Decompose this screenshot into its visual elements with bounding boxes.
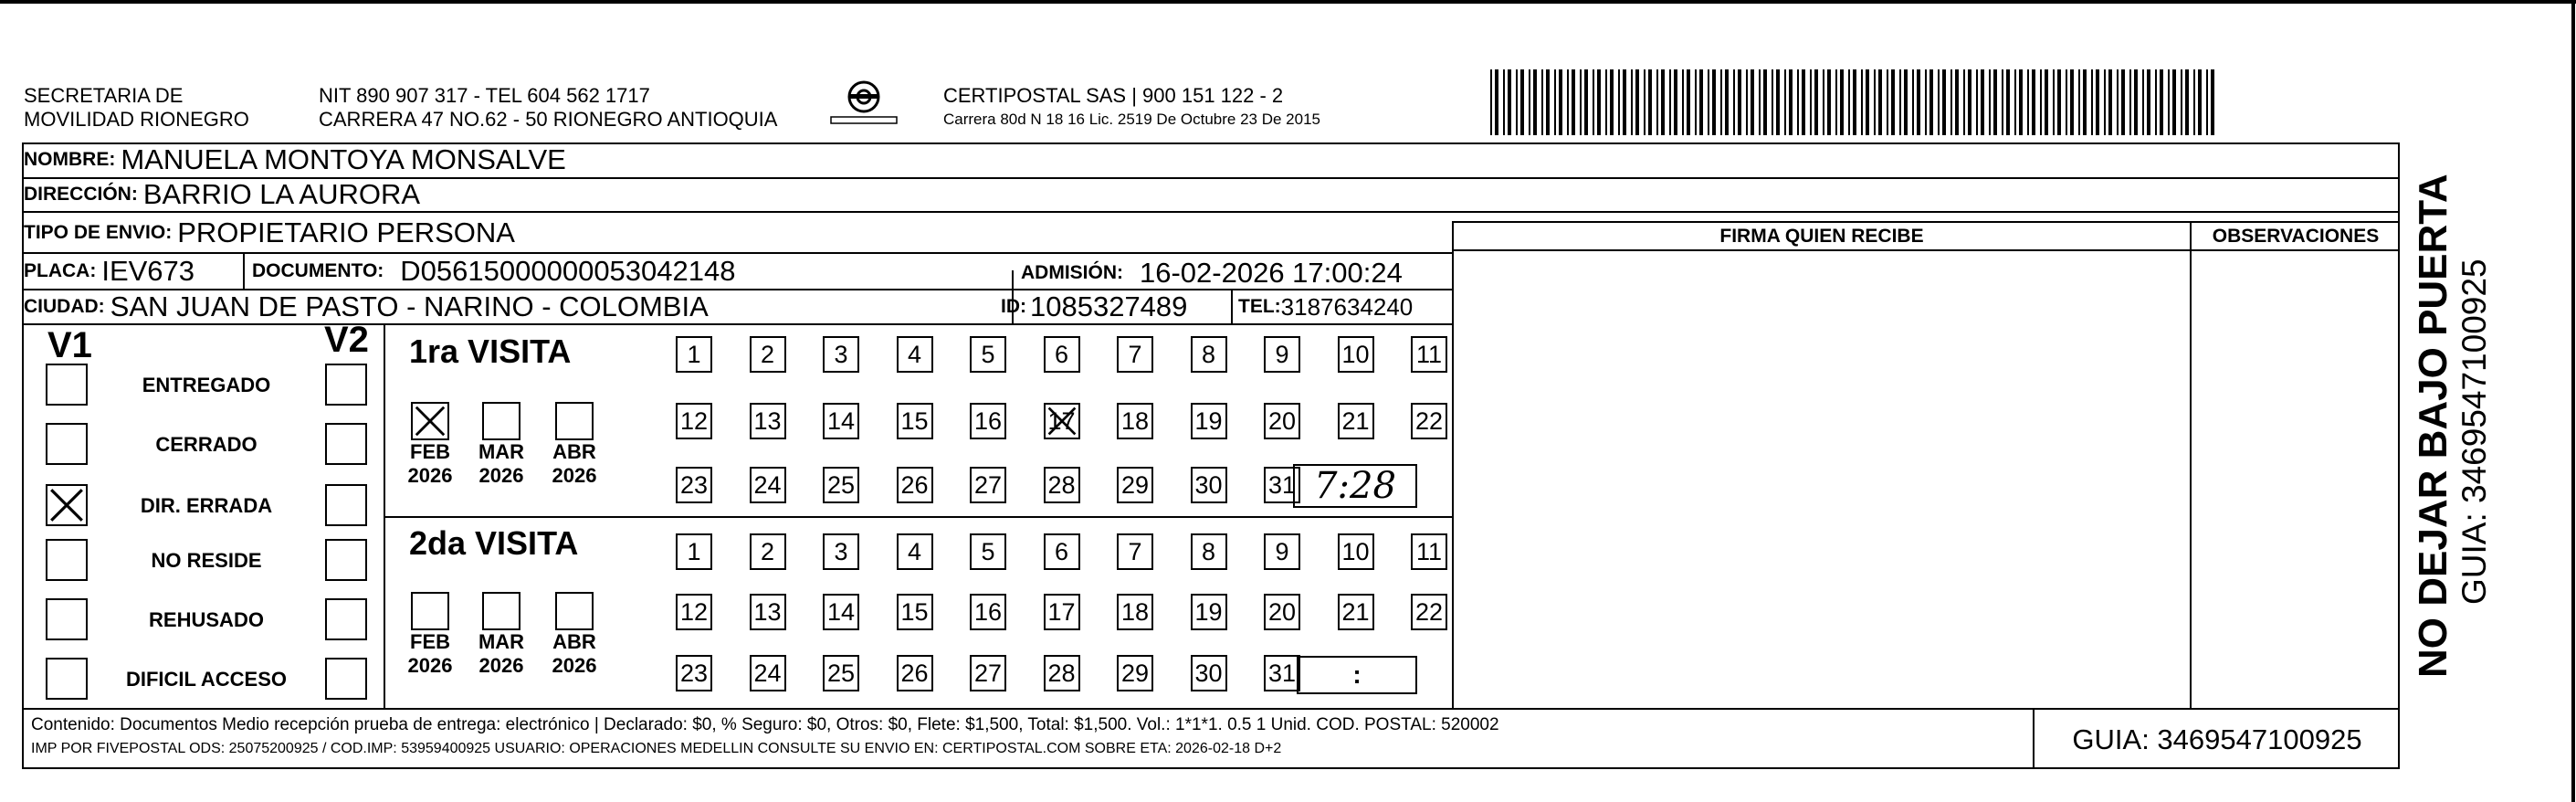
- footer-line1: Contenido: Documentos Medio recepción prueba de entrega: electrónico | Declarado: $0, % Seguro: $0, Otros: $0, Flete: $1,500, Total: $1,500. Vol.: 1*1*1. 0.5 1 Unid. COD. POSTAL: 520002: [31, 715, 1499, 734]
- year-label: 2026: [552, 464, 597, 487]
- day-number: 17: [1047, 597, 1076, 626]
- year-label: 2026: [407, 654, 453, 677]
- day-number: 6: [1054, 537, 1069, 565]
- day-number: 26: [900, 659, 929, 687]
- placa-label: PLACA:: [24, 260, 97, 281]
- admision-label: ADMISIÓN:: [1021, 262, 1123, 283]
- day-number: 10: [1341, 340, 1370, 368]
- first-visit-title: 1ra VISITA: [409, 332, 572, 370]
- nombre-value: MANUELA MONTOYA MONSALVE: [121, 143, 566, 175]
- day-box[interactable]: [1191, 403, 1227, 439]
- year-label: 2026: [478, 654, 524, 677]
- day-box[interactable]: [1264, 533, 1300, 570]
- month-checkbox[interactable]: [411, 592, 449, 630]
- day-number: 22: [1414, 406, 1444, 435]
- month-label: FEB: [410, 440, 450, 463]
- day-box[interactable]: [1338, 336, 1374, 373]
- day-number: 30: [1194, 659, 1223, 687]
- day-box[interactable]: [897, 467, 933, 503]
- day-number: 24: [753, 659, 782, 687]
- day-number: 9: [1275, 537, 1289, 565]
- day-box[interactable]: [750, 594, 786, 630]
- day-number: 13: [753, 406, 782, 435]
- day-number: 15: [900, 597, 929, 626]
- ciudad-label: CIUDAD:: [24, 296, 105, 317]
- day-box[interactable]: [1044, 467, 1080, 503]
- first-visit-time-box[interactable]: [1293, 464, 1417, 508]
- col-rule: [243, 252, 245, 289]
- row-rule: [384, 516, 1452, 518]
- tipo-envio-value: PROPIETARIO PERSONA: [177, 216, 515, 248]
- day-box[interactable]: [823, 336, 859, 373]
- side-guia: GUIA: 3469547100925: [2455, 259, 2493, 605]
- nit-line1: NIT 890 907 317 - TEL 604 562 1717: [319, 84, 650, 107]
- v1-checkbox[interactable]: [46, 598, 88, 640]
- col-rule: [2190, 221, 2192, 708]
- day-number: 19: [1194, 597, 1223, 626]
- day-box[interactable]: [1044, 336, 1080, 373]
- day-box[interactable]: [1191, 467, 1227, 503]
- day-number: 20: [1267, 597, 1297, 626]
- day-box[interactable]: [970, 403, 1006, 439]
- day-box[interactable]: [750, 403, 786, 439]
- month-checkbox[interactable]: [482, 402, 520, 440]
- v2-checkbox[interactable]: [325, 658, 367, 700]
- carrier-line1: CERTIPOSTAL SAS | 900 151 122 - 2: [943, 84, 1284, 107]
- day-box[interactable]: [823, 533, 859, 570]
- v2-checkbox[interactable]: [325, 364, 367, 406]
- direccion-label: DIRECCIÓN:: [24, 184, 138, 205]
- day-box[interactable]: [1264, 655, 1300, 691]
- month-label: ABR: [552, 630, 596, 653]
- month-label: MAR: [478, 630, 525, 653]
- day-box[interactable]: [1044, 594, 1080, 630]
- day-number: 8: [1201, 340, 1216, 368]
- org-header: [24, 84, 249, 132]
- day-box[interactable]: [1264, 403, 1300, 439]
- day-box[interactable]: [676, 336, 712, 373]
- day-number: 4: [907, 340, 922, 368]
- day-box[interactable]: [1338, 403, 1374, 439]
- day-box[interactable]: [676, 594, 712, 630]
- v2-checkbox[interactable]: [325, 539, 367, 581]
- certipostal-logo-icon: [827, 79, 900, 132]
- day-number: 6: [1054, 340, 1069, 368]
- day-box[interactable]: [823, 467, 859, 503]
- day-box[interactable]: [676, 403, 712, 439]
- v2-header: V2: [324, 320, 369, 360]
- day-box[interactable]: [1264, 336, 1300, 373]
- day-box[interactable]: [823, 655, 859, 691]
- day-box[interactable]: [970, 467, 1006, 503]
- day-number: 31: [1267, 659, 1297, 687]
- firma-header: FIRMA QUIEN RECIBE: [1719, 226, 1924, 247]
- id-label: ID:: [1001, 296, 1026, 317]
- day-number: 22: [1414, 597, 1444, 626]
- day-box[interactable]: [897, 533, 933, 570]
- carrier-line2: Carrera 80d N 18 16 Lic. 2519 De Octubre 23 De 2015: [943, 111, 1320, 128]
- carrier-header: [943, 84, 1320, 130]
- day-box[interactable]: [1411, 403, 1447, 439]
- day-box[interactable]: [1117, 336, 1153, 373]
- day-box[interactable]: [1191, 655, 1227, 691]
- day-box[interactable]: [676, 655, 712, 691]
- footer-line2: IMP POR FIVEPOSTAL ODS: 25075200925 / COD.IMP: 53959400925 USUARIO: OPERACIONES MEDELLIN CONSULTE SU ENVIO EN: CERTIPOSTAL.COM SOBRE ETA: 2026-02-18 D+2: [31, 741, 1282, 756]
- org-line1: SECRETARIA DE: [24, 84, 184, 107]
- admision-cell: [1021, 256, 1403, 290]
- day-number: 4: [907, 537, 922, 565]
- second-visit-time: :: [1352, 660, 1362, 689]
- day-box[interactable]: [970, 533, 1006, 570]
- month-label: MAR: [478, 440, 525, 463]
- day-number: 27: [973, 659, 1003, 687]
- footer-content: [31, 713, 1499, 761]
- day-box[interactable]: [750, 336, 786, 373]
- day-box[interactable]: [970, 594, 1006, 630]
- day-number: 12: [679, 597, 709, 626]
- day-number: 10: [1341, 537, 1370, 565]
- placa-value: IEV673: [101, 255, 195, 287]
- documento-cell: [252, 254, 735, 289]
- day-box[interactable]: [1191, 594, 1227, 630]
- day-number: 31: [1267, 470, 1297, 499]
- tipo-envio-label: TIPO DE ENVIO:: [24, 222, 173, 243]
- day-number: 30: [1194, 470, 1223, 499]
- day-box[interactable]: [1117, 403, 1153, 439]
- day-number: 16: [973, 597, 1003, 626]
- day-number: 7: [1128, 340, 1142, 368]
- day-box[interactable]: [1191, 533, 1227, 570]
- col-rule: [1231, 290, 1233, 323]
- day-box[interactable]: [1338, 533, 1374, 570]
- nombre-row: [24, 142, 1454, 177]
- observaciones-header: OBSERVACIONES: [2212, 226, 2380, 247]
- month-label: ABR: [552, 440, 596, 463]
- day-box[interactable]: [750, 655, 786, 691]
- firma-area[interactable]: [1456, 251, 2188, 706]
- day-box[interactable]: [1411, 533, 1447, 570]
- day-number: 21: [1341, 406, 1370, 435]
- v1-checkbox[interactable]: [46, 364, 88, 406]
- placa-cell: [24, 254, 195, 289]
- day-box[interactable]: [897, 336, 933, 373]
- day-number: 14: [826, 406, 856, 435]
- documento-label: DOCUMENTO:: [252, 260, 384, 281]
- day-box[interactable]: [897, 655, 933, 691]
- day-box[interactable]: [823, 594, 859, 630]
- day-box[interactable]: [676, 467, 712, 503]
- day-box[interactable]: [1411, 594, 1447, 630]
- footer-guia: GUIA: 3469547100925: [2072, 723, 2362, 755]
- id-cell: [1001, 290, 1187, 324]
- status-label: DIR. ERRADA: [140, 494, 273, 517]
- v1-checkbox[interactable]: [46, 539, 88, 581]
- tel-cell: [1238, 290, 1413, 324]
- day-number: 13: [753, 597, 782, 626]
- day-number: 9: [1275, 340, 1289, 368]
- day-number: 24: [753, 470, 782, 499]
- day-number: 18: [1120, 406, 1150, 435]
- day-number: 28: [1047, 659, 1076, 687]
- status-label: NO RESIDE: [151, 549, 262, 572]
- day-box[interactable]: [1117, 467, 1153, 503]
- observaciones-area[interactable]: [2193, 251, 2398, 706]
- v1-header: V1: [47, 325, 92, 365]
- day-number: 27: [973, 470, 1003, 499]
- day-box[interactable]: [676, 533, 712, 570]
- v1-checkbox[interactable]: [46, 484, 88, 526]
- month-checkbox[interactable]: [411, 402, 449, 440]
- day-number: 7: [1128, 537, 1142, 565]
- right-frame-line: [2571, 0, 2575, 802]
- v2-checkbox[interactable]: [325, 423, 367, 465]
- v2-checkbox[interactable]: [325, 598, 367, 640]
- day-number: 15: [900, 406, 929, 435]
- month-checkbox[interactable]: [555, 402, 594, 440]
- day-box[interactable]: [1044, 403, 1080, 439]
- day-box[interactable]: [1264, 594, 1300, 630]
- day-box[interactable]: [1191, 336, 1227, 373]
- day-number: 1: [687, 340, 701, 368]
- no-dejar-warning: NO DEJAR BAJO PUERTA: [2411, 174, 2455, 678]
- status-label: DIFICIL ACCESO: [125, 668, 287, 691]
- documento-value: D05615000000053042148: [400, 255, 736, 287]
- day-box[interactable]: [750, 467, 786, 503]
- col-rule: [1452, 221, 1454, 708]
- day-box[interactable]: [1117, 533, 1153, 570]
- tel-label: TEL:: [1238, 296, 1281, 317]
- day-box[interactable]: [1044, 533, 1080, 570]
- status-label: REHUSADO: [149, 608, 264, 631]
- tipo-envio-row: [24, 216, 1454, 250]
- year-label: 2026: [552, 654, 597, 677]
- month-checkbox[interactable]: [555, 592, 594, 630]
- day-number: 29: [1120, 659, 1150, 687]
- second-visit-time-box[interactable]: [1297, 656, 1417, 694]
- day-box[interactable]: [1117, 594, 1153, 630]
- day-number: 11: [1415, 537, 1443, 565]
- barcode: [1490, 69, 2215, 135]
- day-box[interactable]: [897, 403, 933, 439]
- side-text: [2411, 144, 2502, 678]
- row-rule: [22, 252, 1452, 254]
- ciudad-value: SAN JUAN DE PASTO - NARINO - COLOMBIA: [110, 290, 709, 322]
- year-label: 2026: [478, 464, 524, 487]
- day-box[interactable]: [823, 403, 859, 439]
- day-number: 14: [826, 597, 856, 626]
- admision-value: 16-02-2026 17:00:24: [1140, 257, 1403, 289]
- row-rule: [1452, 221, 2400, 223]
- day-number: 2: [760, 340, 775, 368]
- day-number: 20: [1267, 406, 1297, 435]
- top-frame-line: [0, 0, 2576, 4]
- nit-line2: CARRERA 47 NO.62 - 50 RIONEGRO ANTIOQUIA: [319, 108, 778, 131]
- day-number: 21: [1341, 597, 1370, 626]
- v1-checkbox[interactable]: [46, 658, 88, 700]
- day-number: 16: [973, 406, 1003, 435]
- day-box[interactable]: [1044, 655, 1080, 691]
- day-number: 12: [679, 406, 709, 435]
- day-box[interactable]: [970, 336, 1006, 373]
- nit-header: [319, 84, 777, 132]
- day-number: 1: [687, 537, 701, 565]
- status-label: ENTREGADO: [142, 374, 271, 396]
- day-box[interactable]: [1117, 655, 1153, 691]
- direccion-value: BARRIO LA AURORA: [142, 178, 421, 210]
- day-number: 8: [1201, 537, 1216, 565]
- day-box[interactable]: [970, 655, 1006, 691]
- direccion-row: [24, 177, 1454, 212]
- month-checkbox[interactable]: [482, 592, 520, 630]
- day-number: 5: [981, 537, 995, 565]
- day-number: 25: [826, 470, 856, 499]
- day-number: 29: [1120, 470, 1150, 499]
- tel-value: 3187634240: [1280, 292, 1414, 321]
- day-number: 3: [834, 537, 848, 565]
- v1-checkbox[interactable]: [46, 423, 88, 465]
- day-box[interactable]: [897, 594, 933, 630]
- day-number: 25: [826, 659, 856, 687]
- day-number: 19: [1194, 406, 1223, 435]
- day-number: 23: [679, 470, 709, 499]
- status-label: CERRADO: [155, 433, 258, 456]
- org-line2: MOVILIDAD RIONEGRO: [24, 108, 249, 131]
- day-number: 26: [900, 470, 929, 499]
- day-box[interactable]: [750, 533, 786, 570]
- day-number: 23: [679, 659, 709, 687]
- day-number: 5: [981, 340, 995, 368]
- day-box[interactable]: [1411, 336, 1447, 373]
- second-visit-title: 2da VISITA: [409, 524, 579, 562]
- day-number: 3: [834, 340, 848, 368]
- day-number: 18: [1120, 597, 1150, 626]
- first-visit-time: 7:28: [1314, 465, 1396, 507]
- v2-checkbox[interactable]: [325, 484, 367, 526]
- year-label: 2026: [407, 464, 453, 487]
- id-value: 1085327489: [1030, 290, 1188, 322]
- day-number: 11: [1415, 340, 1443, 368]
- day-box[interactable]: [1338, 594, 1374, 630]
- day-number: 17: [1047, 406, 1076, 435]
- nombre-label: NOMBRE:: [24, 149, 116, 170]
- month-label: FEB: [410, 630, 450, 653]
- day-number: 28: [1047, 470, 1076, 499]
- day-number: 2: [760, 537, 775, 565]
